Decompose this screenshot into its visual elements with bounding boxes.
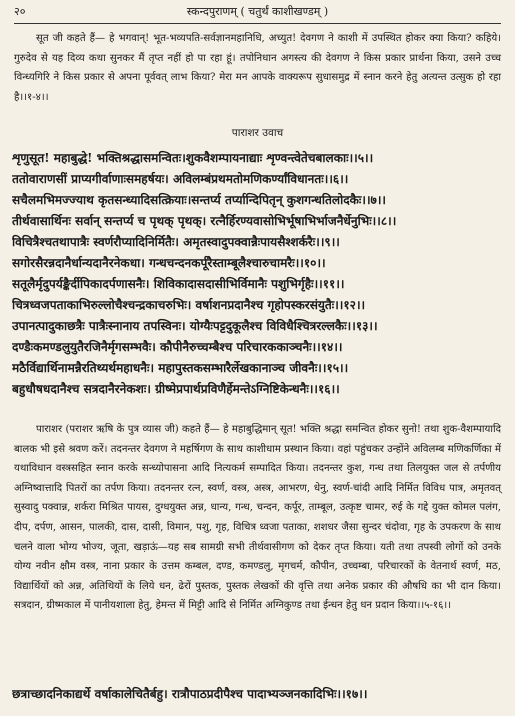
verse-line: सचैलमभिमज्ज्याथ कृतसन्ध्यादिसत्क्रियाः।सन्तर्प्य तर्प्यान्दिपितृन् कुशगन्धतिलोदकैः।।७।। (12, 193, 386, 207)
verse-line: चित्रध्वजपताकाभिरुल्लोचैश्चन्द्रकाचरुभिः। वर्षाशनप्रदानैश्च गृहोपस्करसंयुतैः।।१२।। (12, 298, 366, 312)
page-number: २० (14, 5, 26, 18)
verse-line: बहुधौषधदानैश्च सत्रदानैरनेकशः। ग्रीष्मेप्रपार्थप्रविणैर्हेमन्तेऽग्निष्टिकेन्धनैः।।१६।। (12, 382, 340, 396)
header-rule (14, 23, 501, 24)
intro-paragraph: सूत जी कहते हैं— हे भगवान्! भूत-भव्यपति-सर्वज्ञानमहानिधि, अच्युत! देवगण ने काशी में उपस्थित होकर क्या किया? कहिये। गुरुदेव से यह दिव्य कथा सुनकर मैं तृप्त नहीं हो पा रहा हूं। तपोनिधान अगस्त्य की देवगण ने किस प्रकार प्रार्थना किया, उसने उच्च विन्ध्यगिरि ने किस प्रकार से अपना पूर्ववत् लाभ किया? मेरा मन आपके वाक्यरूप सुधासमुद्र में स्नान करने हेतु अत्यन्त उत्सुक हो रहा है।।१-४।। (14, 33, 501, 103)
verse-line: सतूलैर्मृदुपर्यङ्कैर्दीपिकादर्पणासनैः। शिविकादासदासीभिर्विमानैः पशुभिर्गृहैः।।११।। (12, 277, 345, 291)
sanskrit-verses (12, 148, 503, 400)
verse-line: ततोवाराणसीं प्राप्यगीर्वाणाःसमहर्षयः। अविलम्बंप्रथमतोमणिकर्ण्यांविधानतः।।६।। (12, 172, 349, 186)
running-title: स्कन्दपुराणम् ( चतुर्थं काशीखण्डम् ) (186, 5, 329, 18)
verse-line: मठैर्विद्यार्थिनामन्नैरतिथ्यर्थमहाधनैः। महापुस्तकसम्भारैर्लेखकानाञ्च जीवनैः।।१५।। (12, 361, 349, 375)
speaker-heading: पाराशर उवाच (231, 127, 284, 139)
verse-line: दण्डैःकमण्डलुयुतैरजिनैर्मृगसम्भवैः। कौपीनैरुच्चम्बैश्च परिचारककाञ्चनैः।।१४।। (12, 340, 343, 354)
verse-translation (14, 420, 501, 616)
verse-line: विचित्रैश्चतथापात्रैः स्वर्णरौप्यादिनिर्मितैः। अमृतस्वादुपक्वान्नैःपायसैश्शर्करैः।।९।। (12, 235, 340, 249)
page-header (14, 4, 501, 22)
final-verse-block (12, 684, 503, 705)
verse-line: छत्राच्छादनिकाद्यर्थे वर्षाकालेचितैर्बहु। रात्रौपाठप्रदीपैश्च पादाभ्यञ्जनकादिभिः।।१७।। (12, 687, 368, 701)
verse-line: सगोरसैरन्नदानैर्धान्यदानैरनेकधा। गन्धचन्दनकर्पूरैस्ताम्बूलैश्चारुचामरैः।।१०।। (12, 256, 326, 270)
translation-paragraph: पाराशर (पराशर ऋषि के पुत्र व्यास जी) कहते हैं— हे महाबुद्धिमान् सूत! भक्ति श्रद्धा समन्वित होकर सुनो! तथा शुक-वैशम्पायादि बालक भी इसे श्रवण करें। तदनन्तर देवगण ने महर्षिगण के साथ काशीधाम प्रस्थान किया। वहां पहुंचकर उन्होंने अविलम्ब मणिकर्णिका में यथाविधान वस्त्रसहित स्नान करके सन्ध्योपासना आदि नित्यकर्म सम्पादित किया। तदनन्तर कुश, गन्ध तथा तिलयुक्त जल से तर्पणीय अग्निष्वात्तादि पितरों का तर्पण किया। तदनन्तर रत्न, स्वर्ण, वस्त्र, अस्त्र, आभरण, धेनु, स्वर्ण-चांदी आदि निर्मित विविध पात्र, अमृतवत् सुस्वादु पक्वान्न, शर्करा मिश्रित पायस, दुग्धयुक्त अन्न, धान्य, गन्ध, चन्दन, कर्पूर, ताम्बूल, उत्कृष्ट चामर, रुई के गद्दे युक्त कोमल पलंग, दीप, दर्पण, आसन, पालकी, दास, दासी, विमान, पशु, गृह, विचित्र ध्वजा पताका, शशधर जैसा सुन्दर चंदोवा, गृह के उपकरण के साथ चलने वाला भोग्य भोज्य, जूता, खड़ाऊं—यह सब सामग्री सभी तीर्थवासीगण को देकर तृप्त किया। यती तथा तपस्वी लोगों को उनके योग्य नवीन क्षौम वस्त्र, नाना प्रकार के उत्तम कम्बल, दण्ड, कमण्डलु, मृगचर्म, कौपीन, उच्चम्बा, परिचारकों के वेतनार्थ स्वर्ण, मठ, विद्यार्थियों को अन्न, अतिथियों के लिये धन, ढेरों पुस्तक, पुस्तक लेखकों की वृत्ति तथा अनेक प्रकार की औषधि का भी दान किया। सत्रदान, ग्रीष्मकाल में पानीयशाला हेतु, हेमन्त में मिट्टी आदि से निर्मित अग्निकुण्ड तथा ईन्धन हेतु धन प्रदान किया।।५-१६।। (14, 424, 501, 612)
verse-line: उपानत्पादुकाछत्रैः पात्रैःस्नानाय तपस्विनः। योग्यैःपट्टदुकूलैश्च विविधैश्चित्ररल्लकैः।।१३।। (12, 319, 378, 333)
verse-line: शृणुसूत! महाबुद्धे! भक्तिश्रद्धासमन्वितः।शुकवैशम्पायनाद्याः शृण्वन्त्वेतेचबालकाः।।५।। (12, 151, 374, 165)
verse-line: तीर्थवासार्थिनः सर्वान् सन्तर्प्य च पृथक् पृथक्। रत्नैर्हिरण्यवासोभिर्भूषाभिर्भाजनैर्धेनुभिः।।८।। (12, 214, 397, 228)
intro-translation (14, 29, 501, 107)
